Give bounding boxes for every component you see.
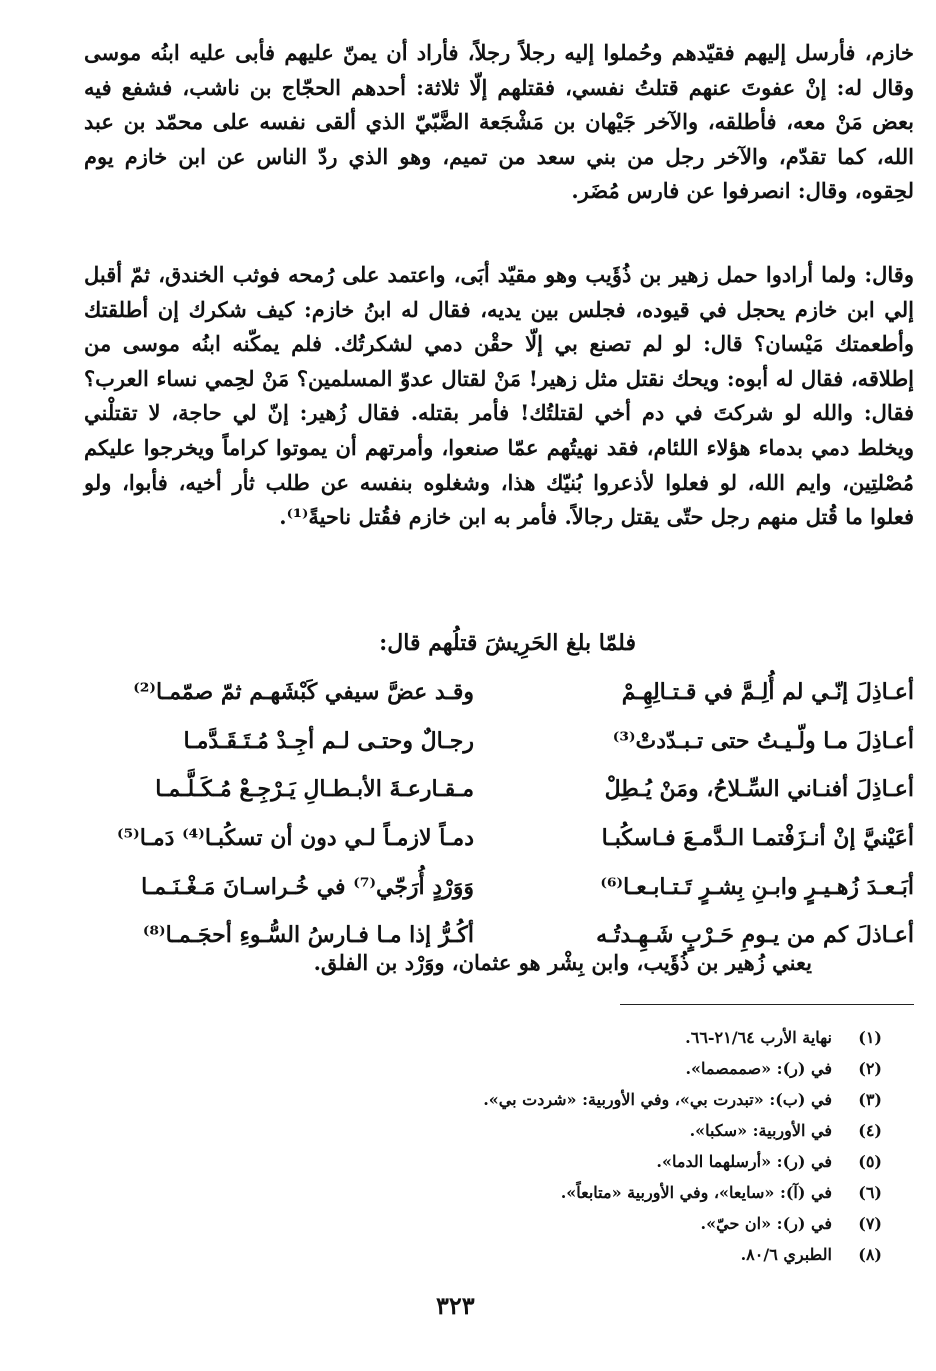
body-paragraph-2	[84, 258, 914, 535]
footnote-text: الطبري ٨٠/٦.	[740, 1245, 832, 1264]
footnote-text: في (ر): «أرسلهما الدما».	[656, 1152, 832, 1171]
footnote-item	[62, 1208, 882, 1239]
verse-line	[84, 862, 914, 911]
footnote-item	[62, 1146, 882, 1177]
footnote-number: (١)	[858, 1028, 882, 1047]
footnote-number: (٢)	[858, 1059, 882, 1078]
verse-first-hemistich: أعـاذلَ كم من يـومِ حَـرْبٍ شَـهِـدتُـه	[596, 922, 914, 949]
paragraph-text: وقال: ولما أرادوا حمل زهير بن ذُؤَيب وهو مقيّد أبَى، واعتمد على رُمحه فوثب الخندق، ثمّ أقبل إلي ابن خازم يحجل في قيوده، فجلس بين يديه، فقال له ابنُ خازم: كيف شكرك إن أطلقتك وأطعمتك مَيْسان؟ قال: لو لم تصنع بي إلّا حقْن دمي لشكرتُك. فلم يمكّنه ابنُه موسى من إطلاقه، فقال له أبوه: ويحك نقتل مثل زهير! مَنْ لقتال عدوّ المسلمين؟ مَنْ لحِمي نساء العرب؟ فقال: والله لو شركتَ في دم أخي لقتلتُك! فأمر بقتله. فقال زُهير: إنّ لي حاجة، لا تقتلْني ويخلط دمي بدماء هؤلاء اللئام، فقد نهيتُهم عمّا صنعوا، وأمرتهم أن يموتوا كراماً ويخرجوا عليكم مُصْلتِين، وايم الله، لو فعلوا لأذعروا بُنيّك هذا، وشغلوه بنفسه عن طلب ثأر أخيه، فأبوا، ولو فعلوا ما قُتل منهم رجل حتّى يقتل رجالاً. فأمر به ابن خازم فقُتل ناحيةً⁽¹⁾.	[84, 262, 914, 530]
footnote-text: نهاية الأرب ٢١/٦٤-٦٦.	[685, 1028, 832, 1047]
verse-line	[84, 717, 914, 766]
verse-first-hemistich: أعَيْنيَّ إنْ أنـزَفْتمـا الـدَّمـعَ فـاسكُبـا	[601, 825, 914, 852]
verse-second-hemistich: أكُـرُّ إذا مـا فـارسُ السُّـوءِ أحجَـمـا⁽⁸⁾	[142, 922, 474, 949]
footnote-text: في (آ): «سايعا»، وفي الأوربية «متابعاً».	[560, 1183, 832, 1202]
footnote-separator	[620, 1004, 914, 1005]
verse-second-hemistich: دمـاً لازمـاً لـي دون أن تسكُبـا⁽⁴⁾ دَمـا⁽⁵⁾	[116, 825, 474, 852]
verse-line	[84, 668, 914, 717]
verse-second-hemistich: مـقـارعـةَ الأبـطـالِ يَـرْجِـعْ مُـكَـلَّـمـا	[155, 776, 474, 803]
poem-intro: فلمّا بلغ الحَرِيشَ قتلُهم قال:	[379, 630, 636, 656]
paragraph-text: خازم، فأرسل إليهم فقيّدهم وحُملوا إليه رجلاً رجلاً، فأراد أن يمنّ عليهم فأبى عليه ابنُه موسى وقال له: إنْ عفوتَ عنهم قتلتُ نفسي، فقتلهم إلّا ثلاثة: أحدهم الحجّاج بن ناشب، فشفع فيه بعض مَنْ معه، فأطلقه، والآخر جَيْهان بن مَشْجَعة الضَّبّيّ الذي ألقى نفسه على محمّد بن عبد الله، كما تقدّم، والآخر رجل من بني سعد من تميم، وهو الذي ردّ الناس عن ابن خازم يوم لحِقوه، وقال: انصرفوا عن فارس مُضَر.	[84, 40, 915, 204]
verse-line	[84, 814, 914, 863]
footnote-number: (٧)	[858, 1214, 882, 1233]
footnote-item	[62, 1053, 882, 1084]
footnote-text: في (ر): «ان حيّ».	[700, 1214, 832, 1233]
verse-second-hemistich: رجـالٌ وحتـى لـم أجِـدْ مُـتَـقَـدَّمـا	[183, 727, 474, 754]
footnote-item	[62, 1084, 882, 1115]
footnote-item	[62, 1115, 882, 1146]
footnotes	[62, 1022, 882, 1270]
verse-first-hemistich: أبَـعـدَ زُهـيـرٍ وابـنِ بِشـرٍ تَـتـابـعـا⁽⁶⁾	[600, 873, 914, 900]
verse-second-hemistich: وقـد عضَّ سيفي كَبْشَهـم ثمّ صمّمـا⁽²⁾	[133, 679, 474, 706]
poem-note: يعني زُهير بن ذُؤَيب، وابن بِشْر هو عثمان، ووَرْد بن الفلق.	[313, 950, 812, 975]
verse-second-hemistich: وَوَرْدٍ أُرَجّي⁽⁷⁾ في خُـراسـانَ مَـغْـنَـمـا	[141, 873, 474, 900]
footnote-number: (٥)	[858, 1152, 882, 1171]
footnote-text: في (ب): «تبدرت بي»، وفي الأوربية: «شردت بي».	[483, 1090, 832, 1109]
verse-first-hemistich: أعـاذِلَ إنّـي لم أُلِـمَّ في قـتـالِهِـمْ	[621, 679, 914, 706]
footnote-item	[62, 1177, 882, 1208]
footnote-number: (٣)	[858, 1090, 882, 1109]
poem	[84, 668, 914, 960]
body-paragraph-1	[84, 36, 914, 209]
verse-line	[84, 765, 914, 814]
page-number: ٣٢٣	[436, 1291, 475, 1320]
footnote-text: في الأوربية: «سكبا».	[689, 1121, 832, 1140]
verse-first-hemistich: أعـاذِلَ مـا ولّـيـتُ حتى تـبـدّدتْ⁽³⁾	[612, 727, 914, 754]
footnote-number: (٦)	[858, 1183, 882, 1202]
footnote-item	[62, 1022, 882, 1053]
footnote-item	[62, 1239, 882, 1270]
footnote-number: (٨)	[858, 1245, 882, 1264]
footnote-number: (٤)	[858, 1121, 882, 1140]
verse-first-hemistich: أعـاذِلَ أفنـاني السِّـلاحُ، ومَنْ يُـطِلْ	[604, 776, 914, 803]
footnote-text: في (ر): «صممصما».	[685, 1059, 832, 1078]
